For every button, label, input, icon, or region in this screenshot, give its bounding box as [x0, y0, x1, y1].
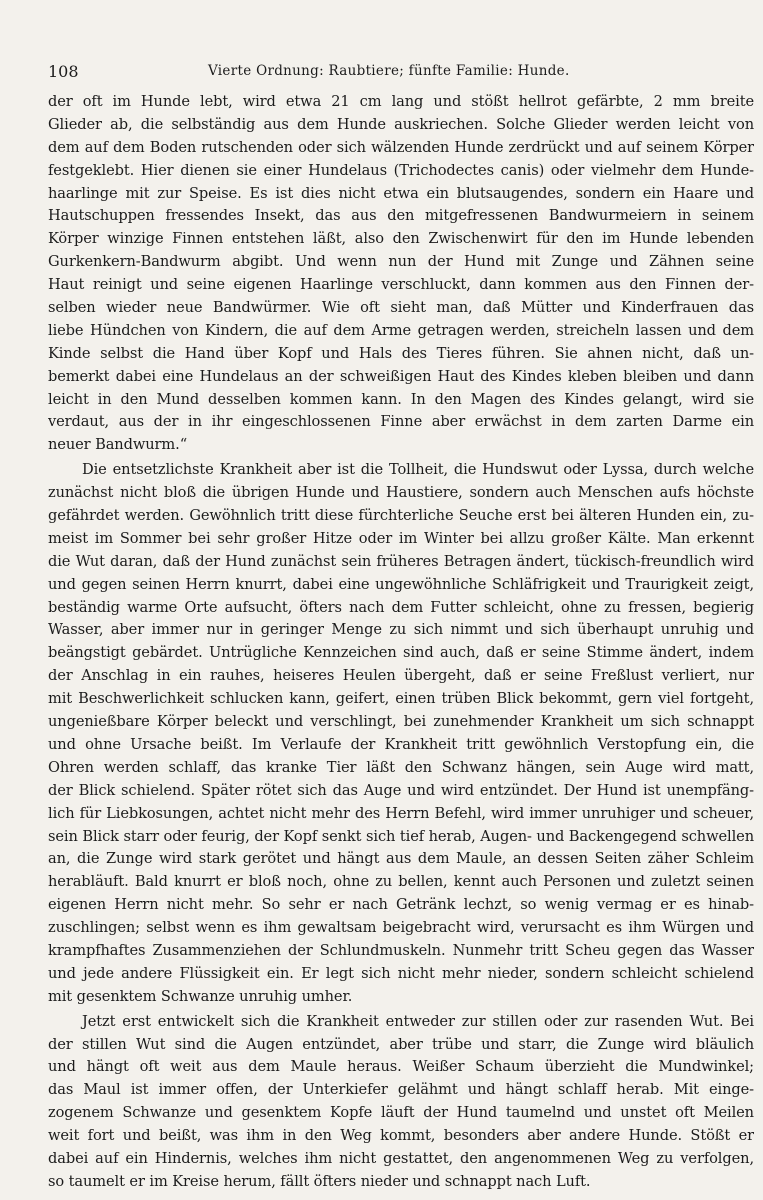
text-line: lich für Liebkosungen, achtet nicht mehr des Herrn Befehl, wird immer unruhiger und scheuer, [48, 804, 754, 822]
text-line: Jetzt erst entwickelt sich die Krankheit entweder zur stillen oder zur rasenden Wut. Bei [82, 1012, 754, 1030]
text-line: neuer Bandwurm.“ [48, 436, 188, 454]
text-line: beängstigt gebärdet. Untrügliche Kennzeichen sind auch, daß er seine Stimme ändert, indem [48, 644, 754, 662]
text-line: der Blick schielend. Später rötet sich das Auge und wird entzündet. Der Hund ist unempfäng- [48, 781, 754, 799]
page-number: 108 [48, 62, 79, 81]
text-line: der stillen Wut sind die Augen entzündet, aber trübe und starr, die Zunge wird bläulich [48, 1035, 754, 1053]
text-line: krampfhaftes Zusammenziehen der Schlundmuskeln. Nunmehr tritt Scheu gegen das Wasser [48, 941, 754, 959]
text-line: Ohren werden schlaff, das kranke Tier läßt den Schwanz hängen, sein Auge wird matt, [48, 758, 754, 776]
body-text [48, 91, 754, 1194]
text-line: sein Blick starr oder feurig, der Kopf senkt sich tief herab, Augen- und Backengegend schwellen [48, 827, 754, 845]
text-line: Kinde selbst die Hand über Kopf und Hals des Tieres führen. Sie ahnen nicht, daß un- [48, 344, 754, 362]
text-line: zunächst nicht bloß die übrigen Hunde und Haustiere, sondern auch Menschen aufs höchste [48, 484, 754, 502]
text-line: Körper winzige Finnen entstehen läßt, also den Zwischenwirt für den im Hunde lebenden [48, 230, 754, 248]
text-line: liebe Hündchen von Kindern, die auf dem Arme getragen werden, streicheln lassen und dem [48, 321, 754, 339]
text-line: an, die Zunge wird stark gerötet und hängt aus dem Maule, an dessen Seiten zäher Schleim [48, 850, 754, 868]
text-line: meist im Sommer bei sehr großer Hitze oder im Winter bei allzu großer Kälte. Man erkennt [48, 529, 754, 547]
text-line: haarlinge mit zur Speise. Es ist dies nicht etwa ein blutsaugendes, sondern ein Haare und [48, 184, 754, 202]
text-line: die Wut daran, daß der Hund zunächst sein früheres Betragen ändert, tückisch-freundlich wird [48, 552, 754, 570]
text-line: Hautschuppen fressendes Insekt, das aus den mitgefressenen Bandwurmeiern in seinem [48, 207, 754, 225]
text-line: Wasser, aber immer nur in geringer Menge zu sich nimmt und sich überhaupt unruhig und [48, 621, 754, 639]
text-line: Glieder ab, die selbständig aus dem Hunde auskriechen. Solche Glieder werden leicht von [48, 115, 754, 133]
text-line: zuschlingen; selbst wenn es ihm gewaltsam beigebracht wird, verursacht es ihm Würgen und [48, 919, 754, 937]
text-line: und ohne Ursache beißt. Im Verlaufe der Krankheit tritt gewöhnlich Verstopfung ein, die [48, 735, 754, 753]
text-line: und hängt oft weit aus dem Maule heraus. Weißer Schaum überzieht die Mundwinkel; [48, 1058, 754, 1076]
running-title: Vierte Ordnung: Raubtiere; fünfte Familie: Hunde. [208, 63, 570, 79]
page-header [48, 58, 748, 84]
text-line: weit fort und beißt, was ihm in den Weg kommt, besonders aber andere Hunde. Stößt er [48, 1127, 754, 1145]
text-line: so taumelt er im Kreise herum, fällt öfters nieder und schnappt nach Luft. [48, 1172, 591, 1190]
text-line: gefährdet werden. Gewöhnlich tritt diese fürchterliche Seuche erst bei älteren Hunden ein, zu- [48, 507, 754, 525]
text-line: und jede andere Flüssigkeit ein. Er legt sich nicht mehr nieder, sondern schleicht schielend [48, 964, 754, 982]
text-line: Die entsetzlichste Krankheit aber ist die Tollheit, die Hundswut oder Lyssa, durch welche [82, 461, 754, 479]
text-line: eigenen Herrn nicht mehr. So sehr er nach Getränk lechzt, so wenig vermag er es hinab- [48, 896, 754, 914]
text-line: beständig warme Orte aufsucht, öfters nach dem Futter schleicht, ohne zu fressen, begierig [48, 598, 754, 616]
text-line: mit gesenktem Schwanze unruhig umher. [48, 987, 353, 1005]
text-line: dabei auf ein Hindernis, welches ihm nicht gestattet, den angenommenen Weg zu verfolgen, [48, 1149, 754, 1167]
text-line: dem auf dem Boden rutschenden oder sich wälzenden Hunde zerdrückt und auf seinem Körper [48, 138, 754, 156]
paragraph [48, 1011, 754, 1194]
text-line: zogenem Schwanze und gesenktem Kopfe läuft der Hund taumelnd und unstet oft Meilen [48, 1104, 754, 1122]
text-line: bemerkt dabei eine Hundelaus an der schweißigen Haut des Kindes kleben bleiben und dann [48, 367, 754, 385]
text-line: das Maul ist immer offen, der Unterkiefer gelähmt und hängt schlaff herab. Mit einge- [48, 1081, 754, 1099]
text-line: der oft im Hunde lebt, wird etwa 21 cm lang und stößt hellrot gefärbte, 2 mm breite [48, 93, 754, 110]
text-line: selben wieder neue Bandwürmer. Wie oft sieht man, daß Mütter und Kinderfrauen das [48, 299, 754, 317]
paragraph [48, 459, 754, 1008]
text-line: herabläuft. Bald knurrt er bloß noch, ohne zu bellen, kennt auch Personen und zuletzt seinen [48, 873, 754, 891]
text-line: mit Beschwerlichkeit schlucken kann, geifert, einen trüben Blick bekommt, gern viel fortgeht, [48, 690, 754, 708]
text-line: leicht in den Mund desselben kommen kann. In den Magen des Kindes gelangt, wird sie [48, 390, 754, 408]
text-line: verdaut, aus der in ihr eingeschlossenen Finne aber erwächst in dem zarten Darme ein [48, 413, 754, 431]
paragraph [48, 91, 754, 457]
text-line: festgeklebt. Hier dienen sie einer Hundelaus (Trichodectes canis) oder vielmehr dem Hunde- [48, 161, 754, 179]
text-line: Haut reinigt und seine eigenen Haarlinge verschluckt, dann kommen aus den Finnen der- [48, 276, 754, 294]
text-line: Gurkenkern-Bandwurm abgibt. Und wenn nun der Hund mit Zunge und Zähnen seine [48, 253, 754, 271]
text-line: der Anschlag in ein rauhes, heiseres Heulen übergeht, daß er seine Freßlust verliert, nur [48, 667, 754, 685]
text-line: ungenießbare Körper beleckt und verschlingt, bei zunehmender Krankheit um sich schnappt [48, 713, 754, 731]
text-line: und gegen seinen Herrn knurrt, dabei eine ungewöhnliche Schläfrigkeit und Traurigkeit zeigt, [48, 575, 754, 593]
